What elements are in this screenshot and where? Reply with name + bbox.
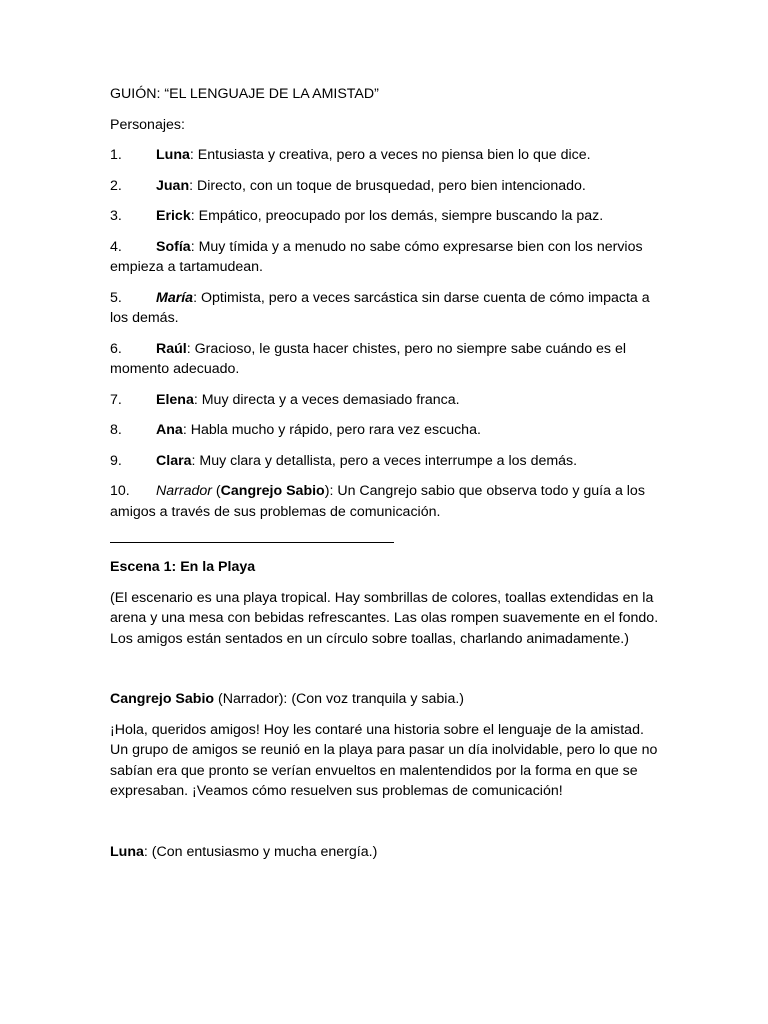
character-name: Luna bbox=[156, 147, 190, 163]
character-item-maria: 5. María: Optimista, pero a veces sarcástica sin darse cuenta de cómo impacta a los demás. bbox=[110, 289, 650, 326]
character-desc: : Gracioso, le gusta hacer chistes, pero no siempre sabe cuándo es el momento adecuado. bbox=[110, 340, 627, 377]
character-item-luna: 1. Luna: Entusiasta y creativa, pero a veces no piensa bien lo que dice. bbox=[110, 147, 591, 163]
section-divider bbox=[110, 532, 394, 543]
speaker-name: Luna bbox=[110, 843, 144, 860]
speaker-name: Cangrejo Sabio bbox=[110, 691, 215, 707]
character-desc: : Directo, con un toque de brusquedad, pero bien intencionado. bbox=[189, 177, 586, 194]
character-name: Raúl bbox=[156, 340, 187, 357]
character-name: Juan bbox=[156, 177, 190, 194]
character-desc: : Muy directa y a veces demasiado franca. bbox=[193, 391, 460, 408]
narrator-role: Narrador bbox=[156, 483, 212, 499]
character-item-raul: 6. Raúl: Gracioso, le gusta hacer chistes, pero no siempre sabe cuándo es el momento adecuado. bbox=[110, 340, 627, 377]
characters-heading: Personajes: bbox=[110, 116, 185, 133]
character-item-juan: 2. Juan: Directo, con un toque de brusquedad, pero bien intencionado. bbox=[110, 177, 586, 194]
character-item-sofia: 4. Sofía: Muy tímida y a menudo no sabe cómo expresarse bien con los nervios empieza a tartamudean. bbox=[110, 238, 643, 275]
scene-description: (El escenario es una playa tropical. Hay sombrillas de colores, toallas extendidas en la arena y una mesa con bebidas refrescantes. Las olas rompen suavemente en el fondo. Los amigos están sentados en un círculo sobre toallas, charlando animadamente.) bbox=[110, 589, 659, 647]
character-name: Cangrejo Sabio bbox=[220, 483, 325, 499]
character-name: Elena bbox=[156, 391, 194, 408]
dialogue-text: ¡Hola, queridos amigos! Hoy les contaré una historia sobre el lenguaje de la amistad. Un grupo de amigos se reunió en la playa para pasar un día inolvidable, pero lo que no sabían era que pronto se verían envueltos en malentendidos por la forma en que se expresaban. ¡Veamos cómo resuelven sus problemas de comunicación! bbox=[110, 721, 658, 799]
character-name: Ana bbox=[156, 422, 183, 438]
script-content bbox=[110, 84, 660, 872]
character-desc: : Optimista, pero a veces sarcástica sin darse cuenta de cómo impacta a los demás. bbox=[110, 289, 650, 326]
script-title: GUIÓN: “EL LENGUAJE DE LA AMISTAD” bbox=[110, 86, 379, 102]
character-name: Sofía bbox=[156, 238, 191, 255]
character-desc: ): Un Cangrejo sabio que observa todo y guía a los amigos a través de sus problemas de comunicación. bbox=[110, 483, 645, 520]
character-name: María bbox=[156, 289, 194, 306]
scene-title: Escena 1: En la Playa bbox=[110, 559, 256, 575]
character-desc: : Muy clara y detallista, pero a veces interrumpe a los demás. bbox=[191, 452, 578, 469]
dialogue-speaker-line bbox=[110, 689, 660, 710]
character-item-ana: 8. Ana: Habla mucho y rápido, pero rara vez escucha. bbox=[110, 422, 481, 438]
character-desc: : Empático, preocupado por los demás, siempre buscando la paz. bbox=[190, 208, 604, 224]
character-desc: : Habla mucho y rápido, pero rara vez escucha. bbox=[182, 422, 481, 438]
character-item-narrator: 10. Narrador (Cangrejo Sabio): Un Cangrejo sabio que observa todo y guía a los amigos a través de sus problemas de comunicación. bbox=[110, 483, 645, 520]
dialogue-speaker-line bbox=[110, 842, 660, 863]
character-list bbox=[110, 145, 660, 522]
character-item-clara: 9. Clara: Muy clara y detallista, pero a veces interrumpe a los demás. bbox=[110, 452, 578, 469]
character-item-elena: 7. Elena: Muy directa y a veces demasiado franca. bbox=[110, 391, 460, 408]
character-desc: : Entusiasta y creativa, pero a veces no piensa bien lo que dice. bbox=[189, 147, 591, 163]
character-item-erick: 3. Erick: Empático, preocupado por los demás, siempre buscando la paz. bbox=[110, 208, 604, 224]
stage-direction: (Narrador): (Con voz tranquila y sabia.) bbox=[214, 691, 465, 707]
character-name: Clara bbox=[156, 452, 192, 469]
character-desc: : Muy tímida y a menudo no sabe cómo expresarse bien con los nervios empieza a tartamudean. bbox=[110, 238, 643, 275]
stage-direction: : (Con entusiasmo y mucha energía.) bbox=[143, 843, 378, 860]
character-name: Erick bbox=[156, 208, 191, 224]
